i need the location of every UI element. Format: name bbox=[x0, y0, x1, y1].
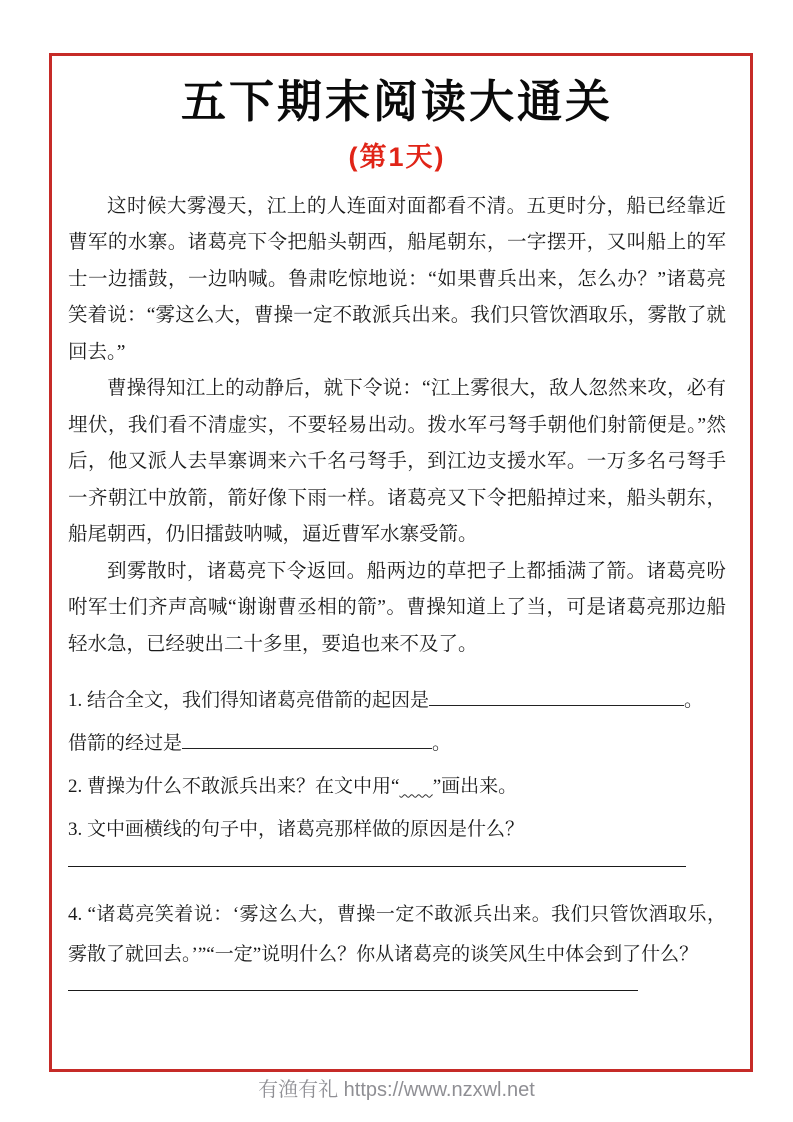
question-1-period-2: 。 bbox=[432, 733, 452, 755]
passage-paragraph-1: 这时候大雾漫天，江上的人连面对面都看不清。五更时分，船已经靠近曹军的水寨。诸葛亮下令把船头朝西，船尾朝东，一字摆开，又叫船上的军士一边擂鼓，一边呐喊。鲁肃吃惊地说：“如果曹兵出来，怎么办？”诸葛亮笑着说：“雾这么大，曹操一定不敢派兵出来。我们只管饮酒取乐，雾散了就回去。” bbox=[68, 195, 726, 363]
answer-line-q3 bbox=[68, 866, 686, 867]
footer-text: 有渔有礼 https://www.nzxwl.net bbox=[258, 1079, 535, 1101]
question-4: 4. “诸葛亮笑着说：‘雾这么大，曹操一定不敢派兵出来。我们只管饮酒取乐，雾散了就回去。’”“一定”说明什么？你从诸葛亮的谈笑风生中体会到了什么？ bbox=[68, 904, 726, 966]
page-title: 五下期末阅读大通关 bbox=[180, 76, 613, 127]
footer-watermark bbox=[0, 1073, 793, 1102]
question-1-line-2 bbox=[68, 729, 726, 759]
answer-blank-q1-cause bbox=[429, 687, 684, 706]
question-2-text-after: ”画出来。 bbox=[432, 776, 518, 798]
question-1-text-2: 借箭的经过是 bbox=[68, 733, 183, 755]
question-3-text: 3. 文中画横线的句子中，诸葛亮那样做的原因是什么？ bbox=[68, 819, 525, 841]
question-2 bbox=[68, 772, 726, 802]
question-1-text: 1. 结合全文，我们得知诸葛亮借箭的起因是 bbox=[68, 690, 430, 712]
question-3 bbox=[68, 815, 726, 845]
answer-line-q4 bbox=[68, 990, 638, 991]
reading-passage bbox=[68, 189, 726, 664]
passage-paragraph-3: 到雾散时，诸葛亮下令返回。船两边的草把子上都插满了箭。诸葛亮吩咐军士们齐声高喊“谢谢曹丞相的箭”。曹操知道上了当，可是诸葛亮那边船轻水急，已经驶出二十多里，要追也来不及了。 bbox=[68, 560, 726, 655]
passage-paragraph-2: 曹操得知江上的动静后，就下令说：“江上雾很大，敌人忽然来攻，必有埋伏，我们看不清虚实，不要轻易出动。拨水军弓弩手朝他们射箭便是。”然后，他又派人去旱寨调来六千名弓弩手，到江边支援水军。一万多名弓弩手一齐朝江中放箭，箭好像下雨一样。诸葛亮又下令把船掉过来，船头朝东，船尾朝西，仍旧擂鼓呐喊，逼近曹军水寨受箭。 bbox=[68, 378, 726, 546]
questions-section bbox=[68, 686, 726, 991]
wavy-line-blank bbox=[399, 776, 432, 797]
question-1-period: 。 bbox=[684, 690, 704, 712]
page-subtitle: (第1天) bbox=[348, 141, 446, 172]
question-1-line-1 bbox=[68, 686, 726, 716]
page-border-frame bbox=[49, 53, 753, 1072]
answer-blank-q1-process bbox=[182, 730, 432, 749]
question-2-text-before: 2. 曹操为什么不敢派兵出来？在文中用“ bbox=[68, 776, 400, 798]
